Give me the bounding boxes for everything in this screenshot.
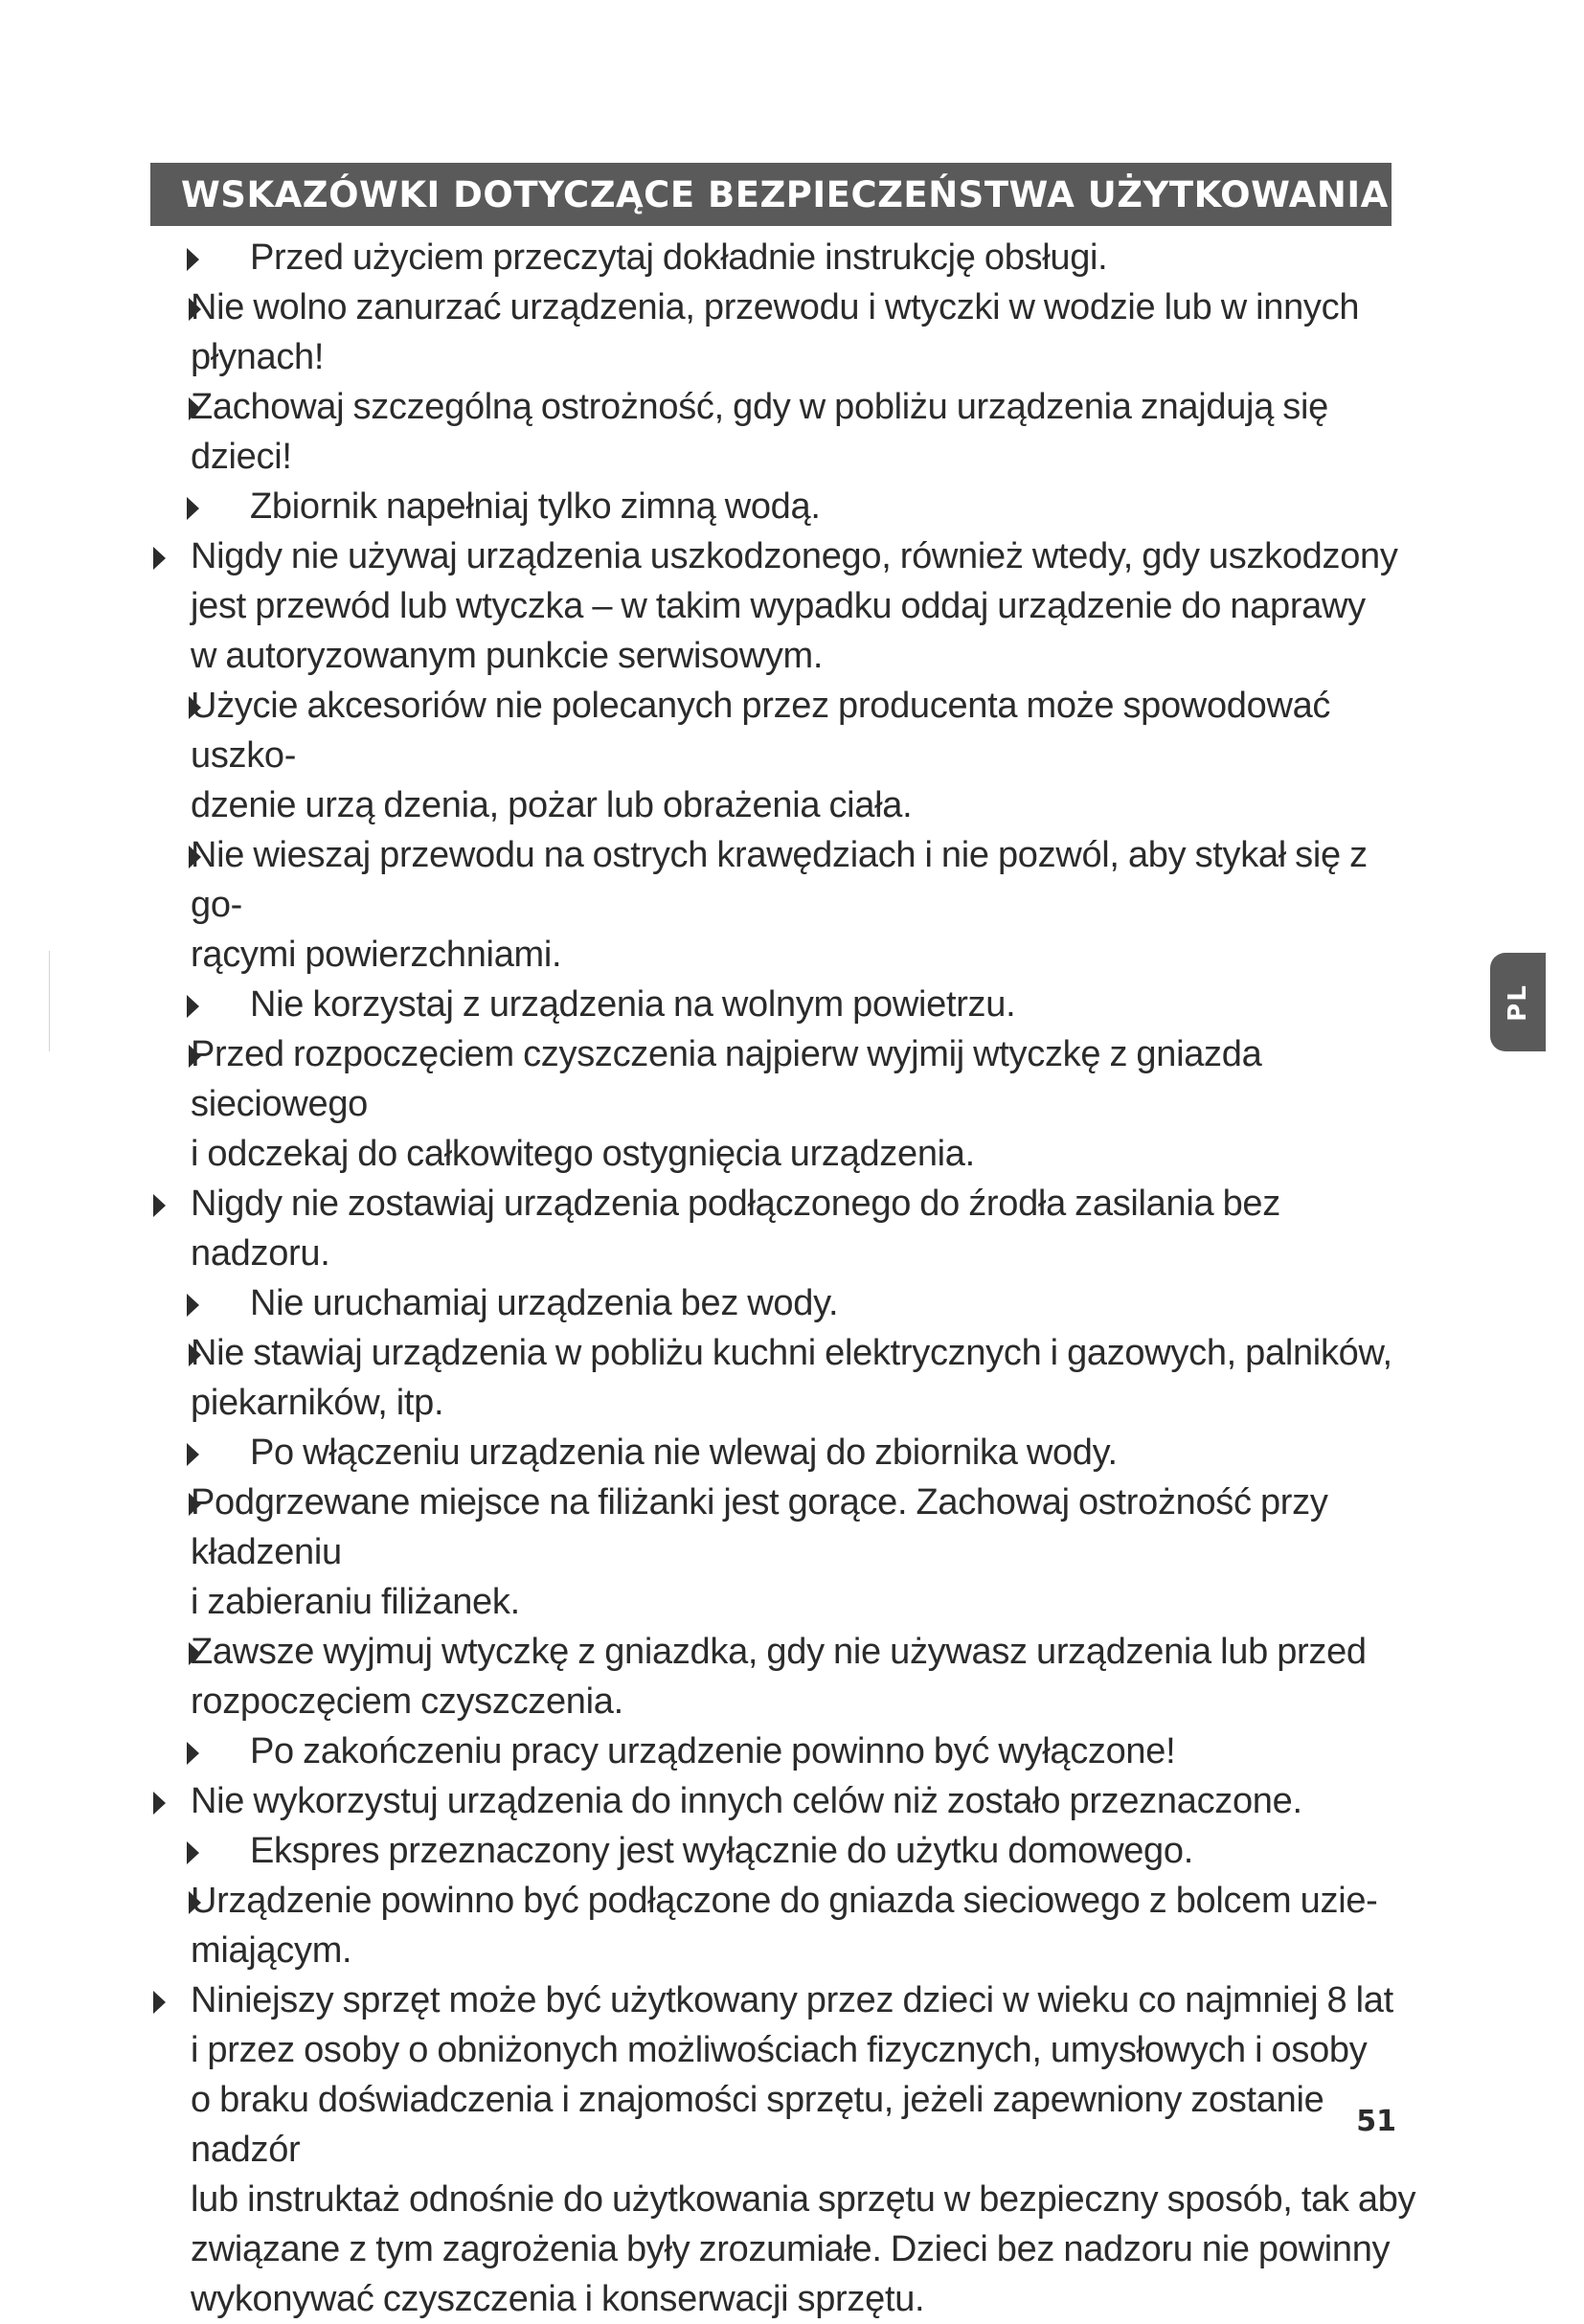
bullet-icon — [187, 248, 199, 271]
list-item: Zawsze wyjmuj wtyczkę z gniazdka, gdy nie używasz urządzenia lub przed rozpoczęciem czyszczenia. — [191, 1632, 1367, 1722]
bullet-icon — [189, 397, 201, 420]
bullet-icon — [153, 1792, 166, 1815]
bullet-icon — [189, 1343, 201, 1366]
list-item: Zbiornik napełniaj tylko zimną wodą. — [153, 482, 1427, 531]
list-item: Nigdy nie zostawiaj urządzenia podłączonego do źrodła zasilania bez nadzoru. — [153, 1179, 1427, 1278]
bullet-icon — [153, 1194, 166, 1217]
list-item: Nie wieszaj przewodu na ostrych krawędziach i nie pozwól, aby stykał się z go- rącymi powierzchniami. — [191, 835, 1368, 975]
list-item: Przed użyciem przeczytaj dokładnie instrukcję obsługi. — [153, 233, 1427, 282]
list-item: Podgrzewane miejsce na filiżanki jest gorące. Zachowaj ostrożność przy kładzeniu i zabieraniu filiżanek. — [191, 1482, 1328, 1622]
list-item: Nigdy nie używaj urządzenia uszkodzonego, również wtedy, gdy uszkodzony jest przewód lub wtyczka – w takim wypadku oddaj urządzenie do naprawy w autoryzowanym punkcie serwisowym. — [153, 531, 1427, 681]
bullet-icon — [189, 1891, 201, 1914]
bullet-icon — [189, 1642, 201, 1665]
bullet-icon — [189, 1493, 201, 1516]
bullet-icon — [187, 1841, 199, 1864]
list-item: Użycie akcesoriów nie polecanych przez producenta może spowodować uszko- dzenie urzą dzenia, pożar lub obrażenia ciała. — [191, 686, 1331, 825]
bullet-icon — [153, 1991, 166, 2014]
language-tab — [1490, 953, 1546, 1051]
list-item: Nie uruchamiaj urządzenia bez wody. — [153, 1278, 1427, 1328]
margin-divider — [49, 951, 50, 1051]
bullet-icon — [189, 298, 201, 321]
bullet-icon — [187, 995, 199, 1018]
list-item: Nie wolno zanurzać urządzenia, przewodu i wtyczki w wodzie lub w innych płynach! — [191, 287, 1360, 377]
list-item: Po zakończeniu pracy urządzenie powinno być wyłączone! — [153, 1726, 1427, 1776]
bullet-icon — [187, 1742, 199, 1765]
bullet-icon — [189, 846, 201, 869]
page-number: 51 — [1356, 2105, 1396, 2138]
safety-instructions-list — [153, 233, 1427, 2324]
section-header — [150, 163, 1392, 226]
list-item: Przed rozpoczęciem czyszczenia najpierw wyjmij wtyczkę z gniazda sieciowego i odczekaj do całkowitego ostygnięcia urządzenia. — [191, 1034, 1262, 1174]
list-item: Niniejszy sprzęt może być użytkowany przez dzieci w wieku co najmniej 8 lat i przez osoby o obniżonych możliwościach fizycznych, umysłowych i osoby o braku doświadczenia i znajomości sprzętu, jeżeli zapewniony zostanie nadzór lub instruktaż odnośnie do użytkowania sprzętu w bezpieczny sposób, tak aby związane z tym zagrożenia były zrozumiałe. Dzieci bez nadzoru nie powinny wykonywać czyszczenia i konserwacji sprzętu. — [153, 1975, 1427, 2324]
bullet-icon — [187, 497, 199, 520]
list-item: Nie korzystaj z urządzenia na wolnym powietrzu. — [153, 980, 1427, 1029]
section-title: WSKAZÓWKI DOTYCZĄCE BEZPIECZEŃSTWA UŻYTKOWANIA — [181, 173, 1389, 215]
list-item: Nie wykorzystuj urządzenia do innych celów niż zostało przeznaczone. — [153, 1776, 1427, 1826]
list-item: Nie stawiaj urządzenia w pobliżu kuchni elektrycznych i gazowych, palników, piekarników, itp. — [191, 1333, 1392, 1423]
bullet-icon — [153, 547, 166, 570]
language-tab-label: PL — [1504, 982, 1532, 1022]
bullet-icon — [189, 696, 201, 719]
bullet-icon — [189, 1045, 201, 1068]
bullet-icon — [187, 1294, 199, 1317]
list-item: Po włączeniu urządzenia nie wlewaj do zbiornika wody. — [153, 1428, 1427, 1478]
list-item: Urządzenie powinno być podłączone do gniazda sieciowego z bolcem uzie- miającym. — [191, 1881, 1378, 1971]
bullet-icon — [187, 1443, 199, 1466]
list-item: Zachowaj szczególną ostrożność, gdy w pobliżu urządzenia znajdują się dzieci! — [191, 387, 1328, 477]
list-item: Ekspres przeznaczony jest wyłącznie do użytku domowego. — [153, 1826, 1427, 1876]
